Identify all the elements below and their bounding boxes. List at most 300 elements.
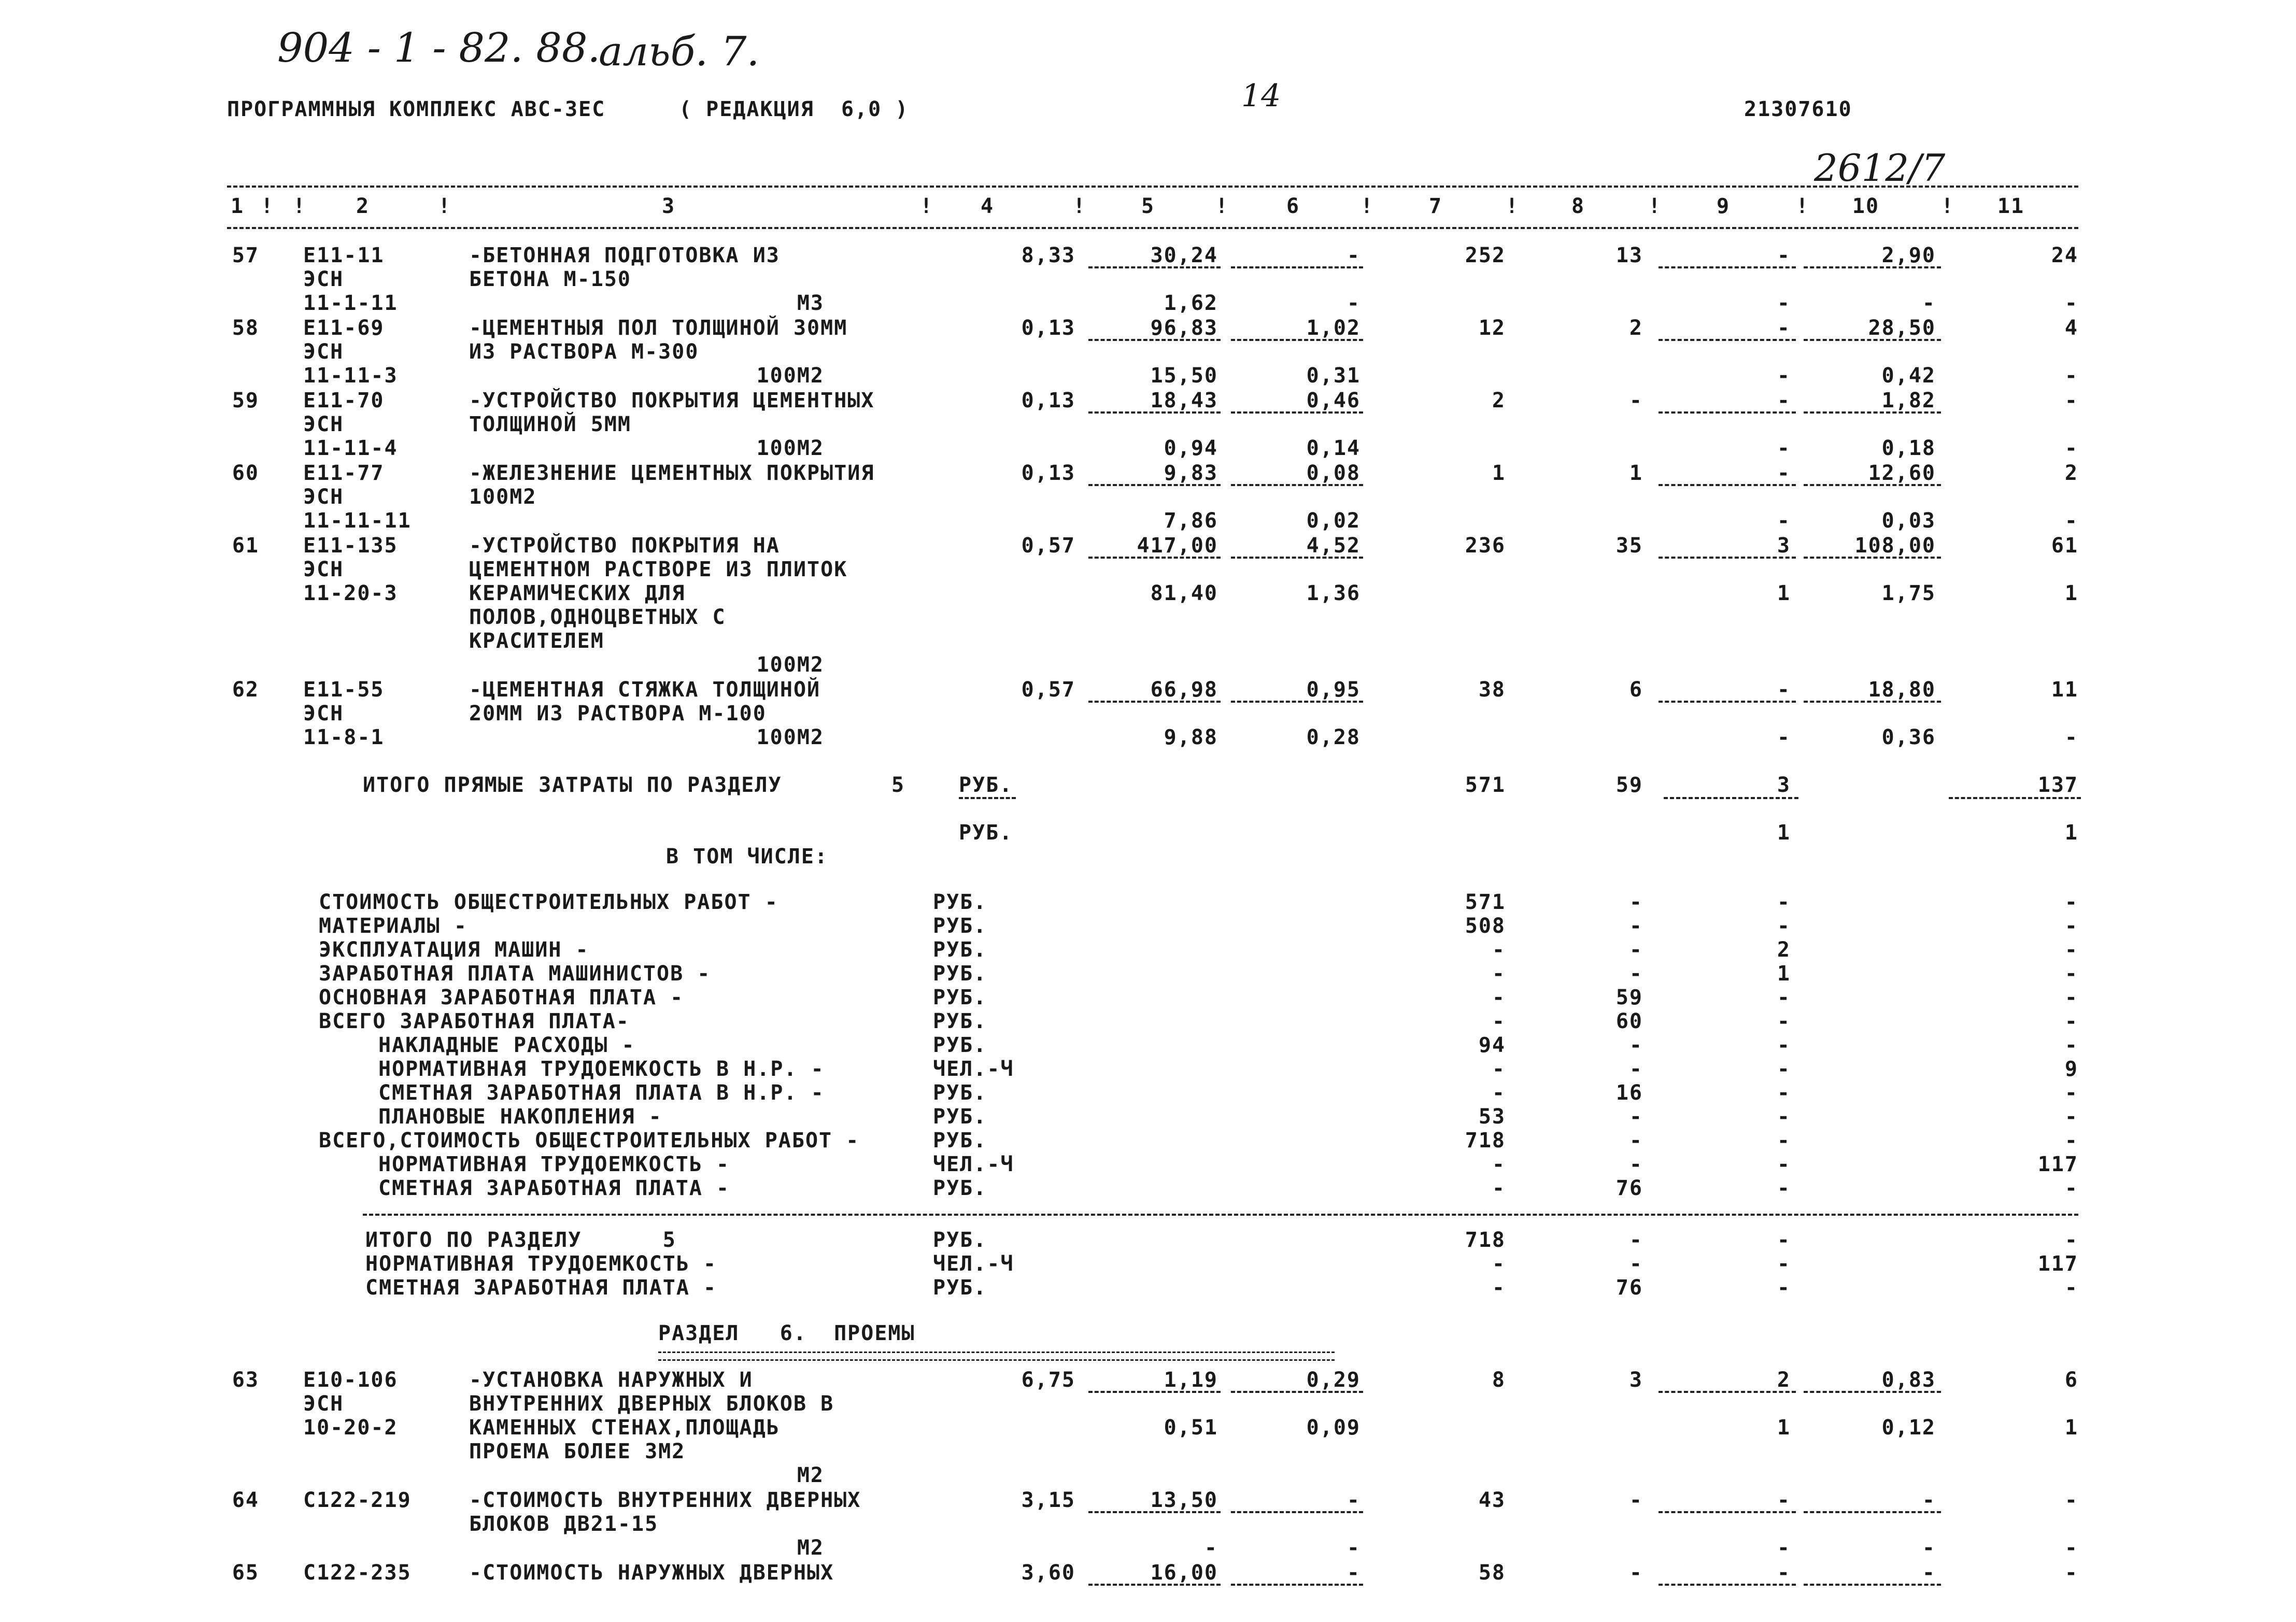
breakdown-label: НОРМАТИВНАЯ ТРУДОЕМКОСТЬ В Н.Р. - [378, 1057, 825, 1081]
table-cell-col1: 57 [232, 244, 259, 267]
table-cell-col10: 0,12 [1881, 1416, 1936, 1440]
table-cell-col2: E11-135 [303, 534, 398, 558]
cell-underline [1664, 797, 1798, 799]
breakdown-unit: РУБ. [933, 1129, 987, 1153]
table-cell-col6: 0,02 [1306, 509, 1360, 533]
table-cell-col5: 81,40 [1150, 581, 1218, 605]
breakdown-col9: - [1777, 1009, 1791, 1033]
table-cell-col3: -УСТРОЙСТВО ПОКРЫТИЯ НА [469, 534, 780, 558]
table-cell-col10: 0,83 [1881, 1368, 1936, 1392]
table-cell-col5: 1,19 [1164, 1368, 1218, 1392]
table-cell-col11: - [2064, 436, 2078, 460]
table-cell-col2: E10-106 [303, 1368, 398, 1392]
breakdown-unit: РУБ. [933, 962, 987, 986]
table-cell-col9: - [1777, 1488, 1791, 1512]
table-cell-col3: БЛОКОВ ДВ21-15 [469, 1512, 659, 1536]
breakdown-unit: РУБ. [933, 1009, 987, 1033]
table-cell-col5: 7,86 [1164, 509, 1218, 533]
table-cell-col1: 59 [232, 389, 259, 412]
breakdown-col9: - [1777, 1176, 1791, 1200]
column-separator: ! [1506, 194, 1520, 218]
breakdown-label: ЭКСПЛУАТАЦИЯ МАШИН - [319, 938, 589, 962]
cell-underline [1088, 266, 1221, 268]
table-cell-col3: М3 [797, 291, 824, 315]
breakdown-col8: - [1629, 1033, 1643, 1057]
section-heading-underline [658, 1351, 1335, 1361]
table-cell-col6: 1,02 [1306, 316, 1360, 340]
breakdown-col11: - [2064, 1009, 2078, 1033]
cell-underline [1088, 557, 1221, 559]
table-cell-col10: - [1922, 1488, 1936, 1512]
section-total-unit: РУБ. [933, 1228, 987, 1252]
table-cell-col4: 0,13 [1021, 389, 1075, 412]
table-cell-col7: 58 [1478, 1561, 1506, 1585]
table-cell-col4: 3,60 [1021, 1561, 1075, 1585]
section-total-unit: ЧЕЛ.-Ч [933, 1252, 1014, 1276]
breakdown-col8: - [1629, 1153, 1643, 1176]
table-cell-col9: - [1777, 291, 1791, 315]
table-cell-col5: 30,24 [1150, 244, 1218, 267]
breakdown-label: НАКЛАДНЫЕ РАСХОДЫ - [378, 1033, 635, 1057]
table-cell-col11: - [2064, 725, 2078, 749]
handwritten-album: альб. 7. [599, 29, 760, 75]
table-cell-col3: -ЦЕМЕНТНАЯ СТЯЖКА ТОЛЩИНОЙ [469, 678, 821, 702]
cell-underline [1659, 1511, 1796, 1513]
table-cell-col8: 13 [1615, 244, 1643, 267]
handwritten-project-code: 904 - 1 - 82. 88. [277, 25, 601, 72]
table-cell-col3: -ЖЕЛЕЗНЕНИЕ ЦЕМЕНТНЫХ ПОКРЫТИЯ [469, 461, 875, 485]
breakdown-col9: - [1777, 1033, 1791, 1057]
table-cell-col8: - [1629, 1488, 1643, 1512]
column-separator: ! [920, 194, 934, 218]
table-cell-col1: 61 [232, 534, 259, 558]
breakdown-col8: - [1629, 962, 1643, 986]
cell-underline [1231, 1511, 1363, 1513]
table-cell-col2: ЭСН [303, 485, 344, 509]
cell-underline [1231, 701, 1363, 703]
cell-underline [1659, 557, 1796, 559]
column-number: 6 [1286, 194, 1300, 218]
table-cell-col5: 13,50 [1150, 1488, 1218, 1512]
breakdown-col9: - [1777, 1129, 1791, 1153]
column-number: 11 [1997, 194, 2025, 218]
section-total-col7: 718 [1465, 1228, 1506, 1252]
column-number: 1 [230, 194, 245, 218]
breakdown-col8: - [1629, 1057, 1643, 1081]
breakdown-col8: - [1629, 914, 1643, 938]
table-cell-col10: 0,18 [1881, 436, 1936, 460]
table-cell-col2: ЭСН [303, 558, 344, 581]
section-total-rule [363, 1214, 2078, 1216]
column-separator: ! [1073, 194, 1087, 218]
table-cell-col2: E11-69 [303, 316, 385, 340]
table-cell-col9: - [1777, 1561, 1791, 1585]
cell-underline [1088, 411, 1221, 414]
table-cell-col1: 64 [232, 1488, 259, 1512]
table-cell-col5: 417,00 [1137, 534, 1218, 558]
cell-underline [1088, 339, 1221, 341]
table-cell-col5: 1,62 [1164, 291, 1218, 315]
section-total-line: НОРМАТИВНАЯ ТРУДОЕМКОСТЬ - [365, 1252, 717, 1276]
column-number: 7 [1428, 194, 1443, 218]
table-cell-col6: 0,46 [1306, 389, 1360, 412]
table-cell-col3: -БЕТОННАЯ ПОДГОТОВКА ИЗ [469, 244, 780, 267]
table-cell-col5: 18,43 [1150, 389, 1218, 412]
column-number: 8 [1571, 194, 1585, 218]
table-cell-col9: 3 [1777, 534, 1791, 558]
breakdown-unit: ЧЕЛ.-Ч [933, 1153, 1014, 1176]
breakdown-col7: - [1492, 1009, 1506, 1033]
column-separator: ! [1796, 194, 1810, 218]
breakdown-unit: РУБ. [933, 1176, 987, 1200]
table-top-rule [227, 186, 2078, 188]
cell-underline [1088, 1584, 1221, 1586]
breakdown-col11: - [2064, 986, 2078, 1009]
breakdown-col7: - [1492, 1081, 1506, 1105]
table-cell-col9: - [1777, 389, 1791, 412]
table-cell-col5: 16,00 [1150, 1561, 1218, 1585]
table-cell-col2: 10-20-2 [303, 1416, 398, 1440]
breakdown-col7: 53 [1478, 1105, 1506, 1129]
table-cell-col10: 28,50 [1868, 316, 1936, 340]
table-cell-col3: ВНУТРЕННИХ ДВЕРНЫХ БЛОКОВ В [469, 1392, 834, 1416]
table-cell-col9: 1 [1777, 581, 1791, 605]
table-cell-col2: 11-8-1 [303, 725, 385, 749]
cell-underline [1659, 339, 1796, 341]
table-cell-col3: -СТОИМОСТЬ НАРУЖНЫХ ДВЕРНЫХ [469, 1561, 834, 1585]
section-total-unit: РУБ. [959, 821, 1013, 845]
table-cell-col3: 100М2 [756, 725, 824, 749]
breakdown-col7: - [1492, 938, 1506, 962]
column-separator: ! [438, 194, 452, 218]
cell-underline [1231, 411, 1363, 414]
table-cell-col8: 3 [1629, 1368, 1643, 1392]
cell-underline [1949, 797, 2081, 799]
table-cell-col3: -УСТРОЙСТВО ПОКРЫТИЯ ЦЕМЕНТНЫХ [469, 389, 875, 412]
table-cell-col1: 58 [232, 316, 259, 340]
section-total-col8: 76 [1615, 1276, 1643, 1300]
cell-underline [1804, 266, 1941, 268]
column-separator: ! [1360, 194, 1374, 218]
table-cell-col7: 252 [1465, 244, 1506, 267]
section-total-col9: - [1777, 1276, 1791, 1300]
cell-underline [1659, 484, 1796, 486]
program-name: ПРОГРАММНЫЯ КОМПЛЕКС АВС-ЗЕС [227, 97, 606, 121]
table-cell-col2: C122-219 [303, 1488, 412, 1512]
table-cell-col6: 4,52 [1306, 534, 1360, 558]
breakdown-col9: - [1777, 986, 1791, 1009]
cell-underline [1231, 339, 1363, 341]
table-cell-col10: 0,36 [1881, 725, 1936, 749]
table-cell-col9: 2 [1777, 1368, 1791, 1392]
breakdown-col8: - [1629, 938, 1643, 962]
column-number: 10 [1852, 194, 1880, 218]
table-cell-col5: 96,83 [1150, 316, 1218, 340]
table-cell-col8: - [1629, 389, 1643, 412]
table-cell-col4: 0,13 [1021, 461, 1075, 485]
breakdown-col9: - [1777, 1153, 1791, 1176]
table-cell-col3: КАМЕННЫХ СТЕНАХ,ПЛОЩАДЬ [469, 1416, 780, 1440]
breakdown-col8: - [1629, 1129, 1643, 1153]
breakdown-col8: 60 [1615, 1009, 1643, 1033]
column-number: 3 [661, 194, 676, 218]
breakdown-unit: РУБ. [933, 938, 987, 962]
table-cell-col10: 0,03 [1881, 509, 1936, 533]
table-cell-col8: 2 [1629, 316, 1643, 340]
cell-underline [1088, 484, 1221, 486]
table-cell-col8: 6 [1629, 678, 1643, 702]
column-number: 5 [1141, 194, 1155, 218]
breakdown-col8: - [1629, 890, 1643, 914]
total-col11: 137 [2037, 773, 2078, 797]
table-cell-col4: 0,57 [1021, 678, 1075, 702]
table-cell-col9: - [1777, 678, 1791, 702]
table-cell-col3: ПРОЕМА БОЛЕЕ 3М2 [469, 1440, 686, 1463]
cell-underline [1659, 701, 1796, 703]
table-cell-col3: ИЗ РАСТВОРА М-300 [469, 340, 699, 364]
breakdown-col7: - [1492, 962, 1506, 986]
breakdown-col11: - [2064, 938, 2078, 962]
cell-underline [1231, 1391, 1363, 1393]
section-total-number: 5 [891, 773, 905, 797]
breakdown-col9: - [1777, 890, 1791, 914]
section-total-col7: - [1492, 1252, 1506, 1276]
table-cell-col6: - [1347, 244, 1360, 267]
total-col9: 1 [1777, 821, 1791, 845]
table-cell-col4: 0,57 [1021, 534, 1075, 558]
table-cell-col4: 6,75 [1021, 1368, 1075, 1392]
table-cell-col7: 236 [1465, 534, 1506, 558]
table-cell-col9: - [1777, 1536, 1791, 1560]
table-cell-col2: ЭСН [303, 340, 344, 364]
table-cell-col3: КРАСИТЕЛЕМ [469, 629, 604, 653]
breakdown-col11: - [2064, 1129, 2078, 1153]
table-cell-col6: 0,14 [1306, 436, 1360, 460]
breakdown-col7: - [1492, 1176, 1506, 1200]
section-total-col11: - [2064, 1228, 2078, 1252]
table-cell-col11: 6 [2064, 1368, 2078, 1392]
table-cell-col5: 9,88 [1164, 725, 1218, 749]
table-cell-col3: ЦЕМЕНТНОМ РАСТВОРЕ ИЗ ПЛИТОК [469, 558, 848, 581]
breakdown-col8: 16 [1615, 1081, 1643, 1105]
table-cell-col1: 60 [232, 461, 259, 485]
table-cell-col9: - [1777, 364, 1791, 388]
table-cell-col5: 9,83 [1164, 461, 1218, 485]
table-cell-col2: ЭСН [303, 702, 344, 725]
program-edition: ( РЕДАКЦИЯ 6,0 ) [679, 97, 909, 121]
table-cell-col11: 2 [2064, 461, 2078, 485]
table-cell-col3: БЕТОНА М-150 [469, 267, 631, 291]
table-cell-col10: - [1922, 1561, 1936, 1585]
breakdown-col11: - [2064, 890, 2078, 914]
section-total-col9: - [1777, 1228, 1791, 1252]
cell-underline [1804, 339, 1941, 341]
table-cell-col2: C122-235 [303, 1561, 412, 1585]
table-cell-col1: 63 [232, 1368, 259, 1392]
cell-underline [1231, 1584, 1363, 1586]
table-cell-col6: - [1347, 1488, 1360, 1512]
cell-underline [1804, 411, 1941, 414]
table-cell-col2: 11-11-11 [303, 509, 412, 533]
table-cell-col10: 1,82 [1881, 389, 1936, 412]
table-cell-col11: - [2064, 1561, 2078, 1585]
table-cell-col6: 0,29 [1306, 1368, 1360, 1392]
table-cell-col3: 100М2 [756, 653, 824, 677]
breakdown-col11: 9 [2064, 1057, 2078, 1081]
cell-underline [1804, 557, 1941, 559]
section-total-unit: РУБ. [933, 1276, 987, 1300]
section-total-col9: - [1777, 1252, 1791, 1276]
cell-underline [1804, 1511, 1941, 1513]
table-cell-col6: 0,95 [1306, 678, 1360, 702]
breakdown-col8: - [1629, 1105, 1643, 1129]
table-cell-col5: 0,51 [1164, 1416, 1218, 1440]
table-cell-col3: М2 [797, 1536, 824, 1560]
breakdown-label: ЗАРАБОТНАЯ ПЛАТА МАШИНИСТОВ - [319, 962, 711, 986]
section-total-line: СМЕТНАЯ ЗАРАБОТНАЯ ПЛАТА - [365, 1276, 717, 1300]
table-cell-col2: E11-55 [303, 678, 385, 702]
table-cell-col6: 1,36 [1306, 581, 1360, 605]
table-cell-col11: - [2064, 364, 2078, 388]
cell-underline [1804, 1391, 1941, 1393]
section-total-col8: - [1629, 1228, 1643, 1252]
cell-underline [1231, 557, 1363, 559]
table-cell-col10: - [1922, 1536, 1936, 1560]
table-cell-col3: КЕРАМИЧЕСКИХ ДЛЯ [469, 581, 686, 605]
breakdown-col7: - [1492, 1057, 1506, 1081]
column-separator: ! [293, 194, 307, 218]
cell-underline [1088, 1391, 1221, 1393]
breakdown-label: ВСЕГО ЗАРАБОТНАЯ ПЛАТА- [319, 1009, 630, 1033]
table-cell-col1: 62 [232, 678, 259, 702]
breakdown-col7: - [1492, 986, 1506, 1009]
table-cell-col9: - [1777, 509, 1791, 533]
table-cell-col8: 1 [1629, 461, 1643, 485]
table-cell-col10: - [1922, 291, 1936, 315]
section-total-col7: - [1492, 1276, 1506, 1300]
table-cell-col5: 0,94 [1164, 436, 1218, 460]
handwritten-sheet-number: 2612/7 [1814, 146, 1946, 190]
table-cell-col8: - [1629, 1561, 1643, 1585]
breakdown-col8: 59 [1615, 986, 1643, 1009]
table-cell-col5: 15,50 [1150, 364, 1218, 388]
column-separator: ! [1648, 194, 1662, 218]
table-cell-col10: 108,00 [1854, 534, 1936, 558]
table-cell-col3: -УСТАНОВКА НАРУЖНЫХ И [469, 1368, 753, 1392]
table-cell-col6: - [1347, 1536, 1360, 1560]
table-cell-col5: 66,98 [1150, 678, 1218, 702]
breakdown-unit: РУБ. [933, 1081, 987, 1105]
cell-underline [1659, 266, 1796, 268]
table-cell-col6: 0,28 [1306, 725, 1360, 749]
table-cell-col11: - [2064, 509, 2078, 533]
breakdown-col9: - [1777, 1105, 1791, 1129]
breakdown-col11: - [2064, 962, 2078, 986]
table-cell-col2: E11-70 [303, 389, 385, 412]
table-cell-col9: - [1777, 725, 1791, 749]
table-cell-col1: 65 [232, 1561, 259, 1585]
table-cell-col11: 11 [2051, 678, 2078, 702]
table-cell-col11: 4 [2064, 316, 2078, 340]
breakdown-col7: 718 [1465, 1129, 1506, 1153]
table-cell-col6: 0,08 [1306, 461, 1360, 485]
cell-underline [1804, 1584, 1941, 1586]
table-cell-col10: 12,60 [1868, 461, 1936, 485]
table-cell-col9: - [1777, 316, 1791, 340]
table-cell-col9: - [1777, 461, 1791, 485]
table-cell-col11: 61 [2051, 534, 2078, 558]
page-number: 14 [1241, 78, 1281, 114]
table-cell-col2: 11-1-11 [303, 291, 398, 315]
table-cell-col7: 38 [1478, 678, 1506, 702]
breakdown-col7: 508 [1465, 914, 1506, 938]
table-cell-col2: ЭСН [303, 412, 344, 436]
breakdown-label: ВСЕГО,СТОИМОСТЬ ОБЩЕСТРОИТЕЛЬНЫХ РАБОТ - [319, 1129, 860, 1153]
table-cell-col6: 0,09 [1306, 1416, 1360, 1440]
breakdown-unit: РУБ. [933, 986, 987, 1009]
table-cell-col2: ЭСН [303, 1392, 344, 1416]
table-cell-col3: 20ММ ИЗ РАСТВОРА М-100 [469, 702, 767, 725]
table-cell-col11: - [2064, 1488, 2078, 1512]
breakdown-unit: ЧЕЛ.-Ч [933, 1057, 1014, 1081]
section-heading: РАЗДЕЛ 6. ПРОЕМЫ [658, 1321, 915, 1345]
table-cell-col2: E11-77 [303, 461, 385, 485]
table-cell-col7: 8 [1492, 1368, 1506, 1392]
table-cell-col6: - [1347, 1561, 1360, 1585]
table-cell-col2: ЭСН [303, 267, 344, 291]
table-cell-col9: - [1777, 436, 1791, 460]
total-col11: 1 [2064, 821, 2078, 845]
breakdown-unit: РУБ. [933, 1105, 987, 1129]
section-total-col11: - [2064, 1276, 2078, 1300]
column-separator: ! [1941, 194, 1955, 218]
table-cell-col2: 11-11-3 [303, 364, 398, 388]
breakdown-label: МАТЕРИАЛЫ - [319, 914, 467, 938]
table-cell-col3: 100М2 [756, 364, 824, 388]
breakdown-col11: 117 [2037, 1153, 2078, 1176]
breakdown-label: ОСНОВНАЯ ЗАРАБОТНАЯ ПЛАТА - [319, 986, 684, 1009]
section-total-col11: 117 [2037, 1252, 2078, 1276]
table-cell-col3: ТОЛЩИНОЙ 5ММ [469, 412, 631, 436]
table-cell-col3: 100М2 [756, 436, 824, 460]
table-cell-col2: 11-20-3 [303, 581, 398, 605]
section-total-line: ИТОГО ПО РАЗДЕЛУ 5 [365, 1228, 676, 1252]
table-cell-col7: 12 [1478, 316, 1506, 340]
unit-underline [959, 797, 1016, 799]
table-cell-col5: - [1204, 1536, 1218, 1560]
table-cell-col11: 1 [2064, 1416, 2078, 1440]
table-cell-col10: 18,80 [1868, 678, 1936, 702]
table-cell-col2: 11-11-4 [303, 436, 398, 460]
section-total-unit: РУБ. [959, 773, 1013, 797]
breakdown-label: ПЛАНОВЫЕ НАКОПЛЕНИЯ - [378, 1105, 662, 1129]
table-cell-col9: 1 [1777, 1416, 1791, 1440]
total-col8: 59 [1615, 773, 1643, 797]
table-cell-col7: 43 [1478, 1488, 1506, 1512]
breakdown-col11: - [2064, 1176, 2078, 1200]
total-col9: 3 [1777, 773, 1791, 797]
table-cell-col11: - [2064, 389, 2078, 412]
breakdown-col9: 2 [1777, 938, 1791, 962]
table-cell-col3: -ЦЕМЕНТНЫЯ ПОЛ ТОЛЩИНОЙ 30ММ [469, 316, 848, 340]
table-cell-col7: 1 [1492, 461, 1506, 485]
table-cell-col6: - [1347, 291, 1360, 315]
table-cell-col7: 2 [1492, 389, 1506, 412]
breakdown-col7: - [1492, 1153, 1506, 1176]
table-cell-col11: 1 [2064, 581, 2078, 605]
table-cell-col9: - [1777, 244, 1791, 267]
table-cell-col3: 100М2 [469, 485, 537, 509]
